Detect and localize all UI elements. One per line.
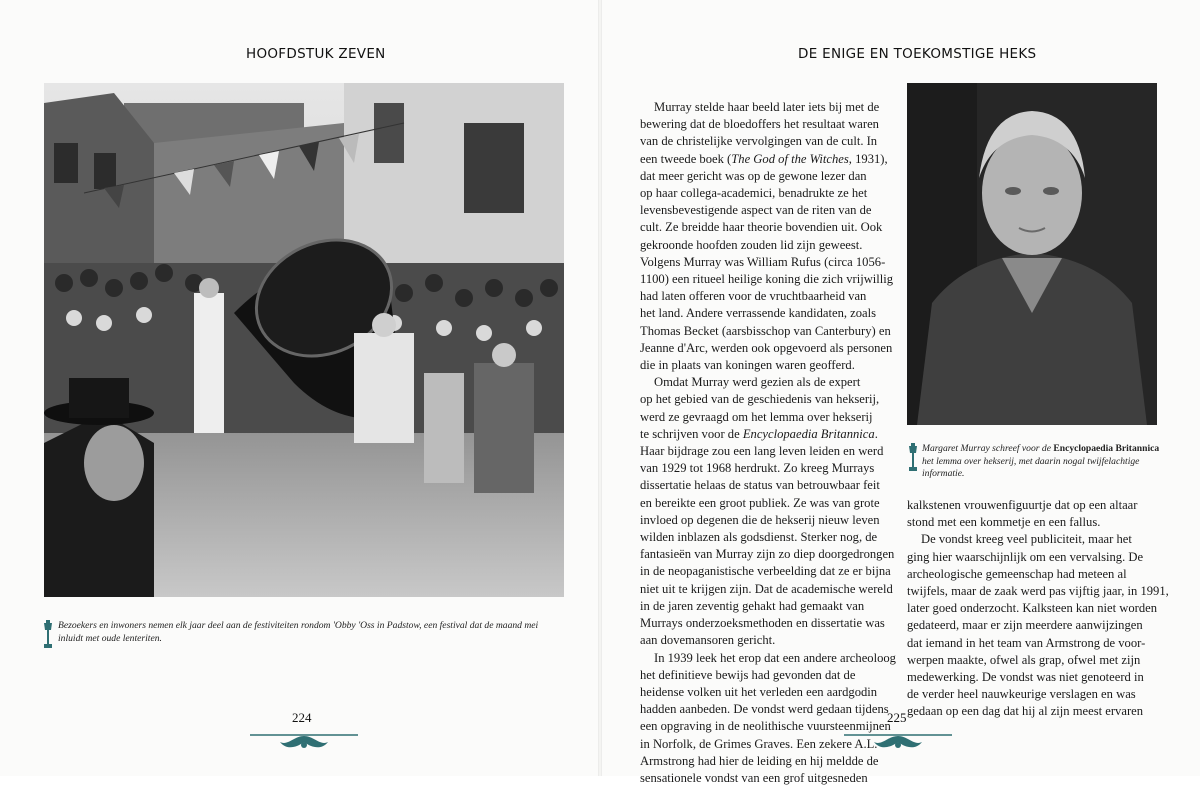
right-running-head: DE ENIGE EN TOEKOMSTIGE HEKS	[798, 46, 1037, 62]
text-line: aan dovemansoren gericht.	[640, 633, 776, 648]
text-line: De vondst kreeg veel publiciteit, maar het	[921, 532, 1132, 547]
text-line: Omdat Murray werd gezien als de expert	[654, 375, 861, 390]
text-line: Jeanne d'Arc, werden ook opgevoerd als personen	[640, 340, 893, 355]
text-line: van 1929 tot 1968 herdrukt. Zo kreeg Murrays	[640, 461, 875, 476]
text-line: ging hier waarschijnlijk om een vervalsing. De	[907, 549, 1144, 564]
text-line: Thomas Becket (aarsbisschop van Canterbury) en	[640, 323, 891, 338]
text-line: op het gebied van de geschiedenis van hekserij,	[640, 392, 880, 407]
body-column-1	[640, 99, 896, 787]
text-line: gekroonde hoofden zouden lid zijn geweest.	[640, 237, 863, 252]
right-page-number: 225	[887, 710, 907, 725]
text-line: die in plaats van koningen waren geofferd.	[640, 358, 855, 373]
caption-text-post: het lemma over hekserij, met daarin nogal twijfelachtige informatie.	[922, 455, 1140, 479]
left-page-number: 224	[292, 710, 312, 725]
text-line: werd ze gevraagd om het lemma over hekserij	[640, 409, 873, 424]
text-line: niet uit te krijgen zijn. Dat de academische wereld	[640, 581, 893, 596]
book-title: Encyclopaedia Britannica	[742, 426, 875, 441]
text-line: twijfels, maar de zaak werd pas vijftig jaar, in 1991,	[907, 584, 1169, 599]
text-line: later goed onderzocht. Kalksteen kan niet worden	[907, 601, 1158, 616]
text-line: op haar collega-academici, benadrukte ze het	[640, 186, 868, 201]
text-line: invloed op degenen die de hekserij nieuw leven	[640, 512, 880, 527]
text-line: In 1939 leek het erop dat een andere archeoloog	[654, 650, 896, 665]
text-line: een tweede boek (The God of the Witches, 1931),	[640, 151, 888, 166]
text-line: te schrijven voor de Encyclopaedia Britannica.	[640, 426, 878, 441]
text-line: en bereikte een groot publiek. Ze was van grote	[640, 495, 880, 510]
left-photo-caption: Bezoekers en inwoners nemen elk jaar deel aan de festiviteiten rondom 'Obby 'Oss in Padstow, een festival dat de maand mei inluidt met oude lenteriten.	[58, 620, 539, 644]
text-line: het definitieve bewijs had gevonden dat de	[640, 667, 856, 682]
text-line: Volgens Murray was William Rufus (circa 1056-	[640, 254, 886, 269]
text-line: het land. Andere verrassende kandidaten, zoals	[640, 306, 877, 321]
text-line: een opgraving in de neolithische vuursteenmijnen	[640, 719, 891, 734]
lamppost-icon	[907, 443, 919, 471]
text-line: archeologische gemeenschap had meteen al	[907, 566, 1127, 581]
text-line: hadden aanbeden. De vondst werd gedaan tijdens	[640, 702, 889, 717]
text-line: heidense volken uit het verleden een aardgodin	[640, 684, 878, 699]
text-line: dissertatie helaas de status van betrouwbaar feit	[640, 478, 880, 493]
text-line: kalkstenen vrouwenfiguurtje dat op een altaar	[907, 498, 1138, 512]
text-line: de verder heel nauwkeurige verslagen en was	[907, 687, 1136, 702]
text-line: in de neopaganistische verbeelding dat ze er bijna	[640, 564, 891, 579]
text-line: fantasieën van Murray zijn zo diep doorgedrongen	[640, 547, 895, 562]
text-line: medewerking. De vondst was niet genoteerd in	[907, 670, 1144, 685]
text-line: stond met een kommetje en een fallus.	[907, 515, 1101, 530]
footer-ornament-icon	[250, 730, 358, 752]
text-line: werpen maakte, ofwel als grap, ofwel met zijn	[907, 652, 1141, 667]
text-line: gedaan op een dag dat hij al zijn meest ervaren	[907, 704, 1144, 719]
right-photo-caption	[922, 443, 1162, 481]
text-line: Haar bijdrage zou een lang leven leiden en werd	[640, 444, 884, 459]
text-line: Murray stelde haar beeld later iets bij met de	[654, 100, 880, 114]
text-line: Murrays onderzoeksmethoden en dissertatie was	[640, 616, 885, 631]
book-gutter	[598, 0, 602, 776]
book-title: The God of the Witches	[731, 151, 849, 166]
text-line: in de jaren zeventig gehakt had gemaakt van	[640, 598, 865, 613]
text-line: in Norfolk, de Grimes Graves. Een zekere A.L.	[640, 736, 878, 751]
text-line: 1100) een ritueel heilige koning die zich vrijwillig	[640, 272, 894, 287]
left-running-head: HOOFDSTUK ZEVEN	[246, 46, 386, 62]
text-line: dat meer gericht was op de gewone lezer dan	[640, 168, 867, 183]
text-line: wilden inblazen als godsdienst. Sterker nog, de	[640, 530, 878, 545]
festival-photo	[44, 83, 564, 597]
footer-ornament-icon	[844, 730, 952, 752]
text-line: sensationele vondst van een grof uitgesneden	[640, 770, 868, 785]
caption-text-pre: Margaret Murray schreef voor de	[922, 443, 1054, 454]
text-line: levensbevestigende aspect van de riten van de	[640, 203, 872, 218]
text-line: gedateerd, maar er zijn meerdere aanwijzingen	[907, 618, 1143, 633]
text-line: Armstrong had hier de leiding en hij meldde de	[640, 753, 879, 768]
text-line: had laten offeren voor de vruchtbaarheid van	[640, 289, 867, 304]
caption-text-bold: Encyclopaedia Britannica	[1053, 443, 1160, 454]
text-line: cult. Ze breidde haar theorie bovendien uit. Ook	[640, 220, 883, 235]
text-line: dat iemand in het team van Armstrong de voor-	[907, 635, 1146, 650]
text-line: van de christelijke vervolgingen van de cult. In	[640, 134, 878, 149]
lamppost-icon	[42, 620, 54, 648]
portrait-photo	[907, 83, 1157, 425]
text-line: bewering dat de bloedoffers het resultaat waren	[640, 117, 879, 132]
body-column-2	[907, 497, 1169, 721]
